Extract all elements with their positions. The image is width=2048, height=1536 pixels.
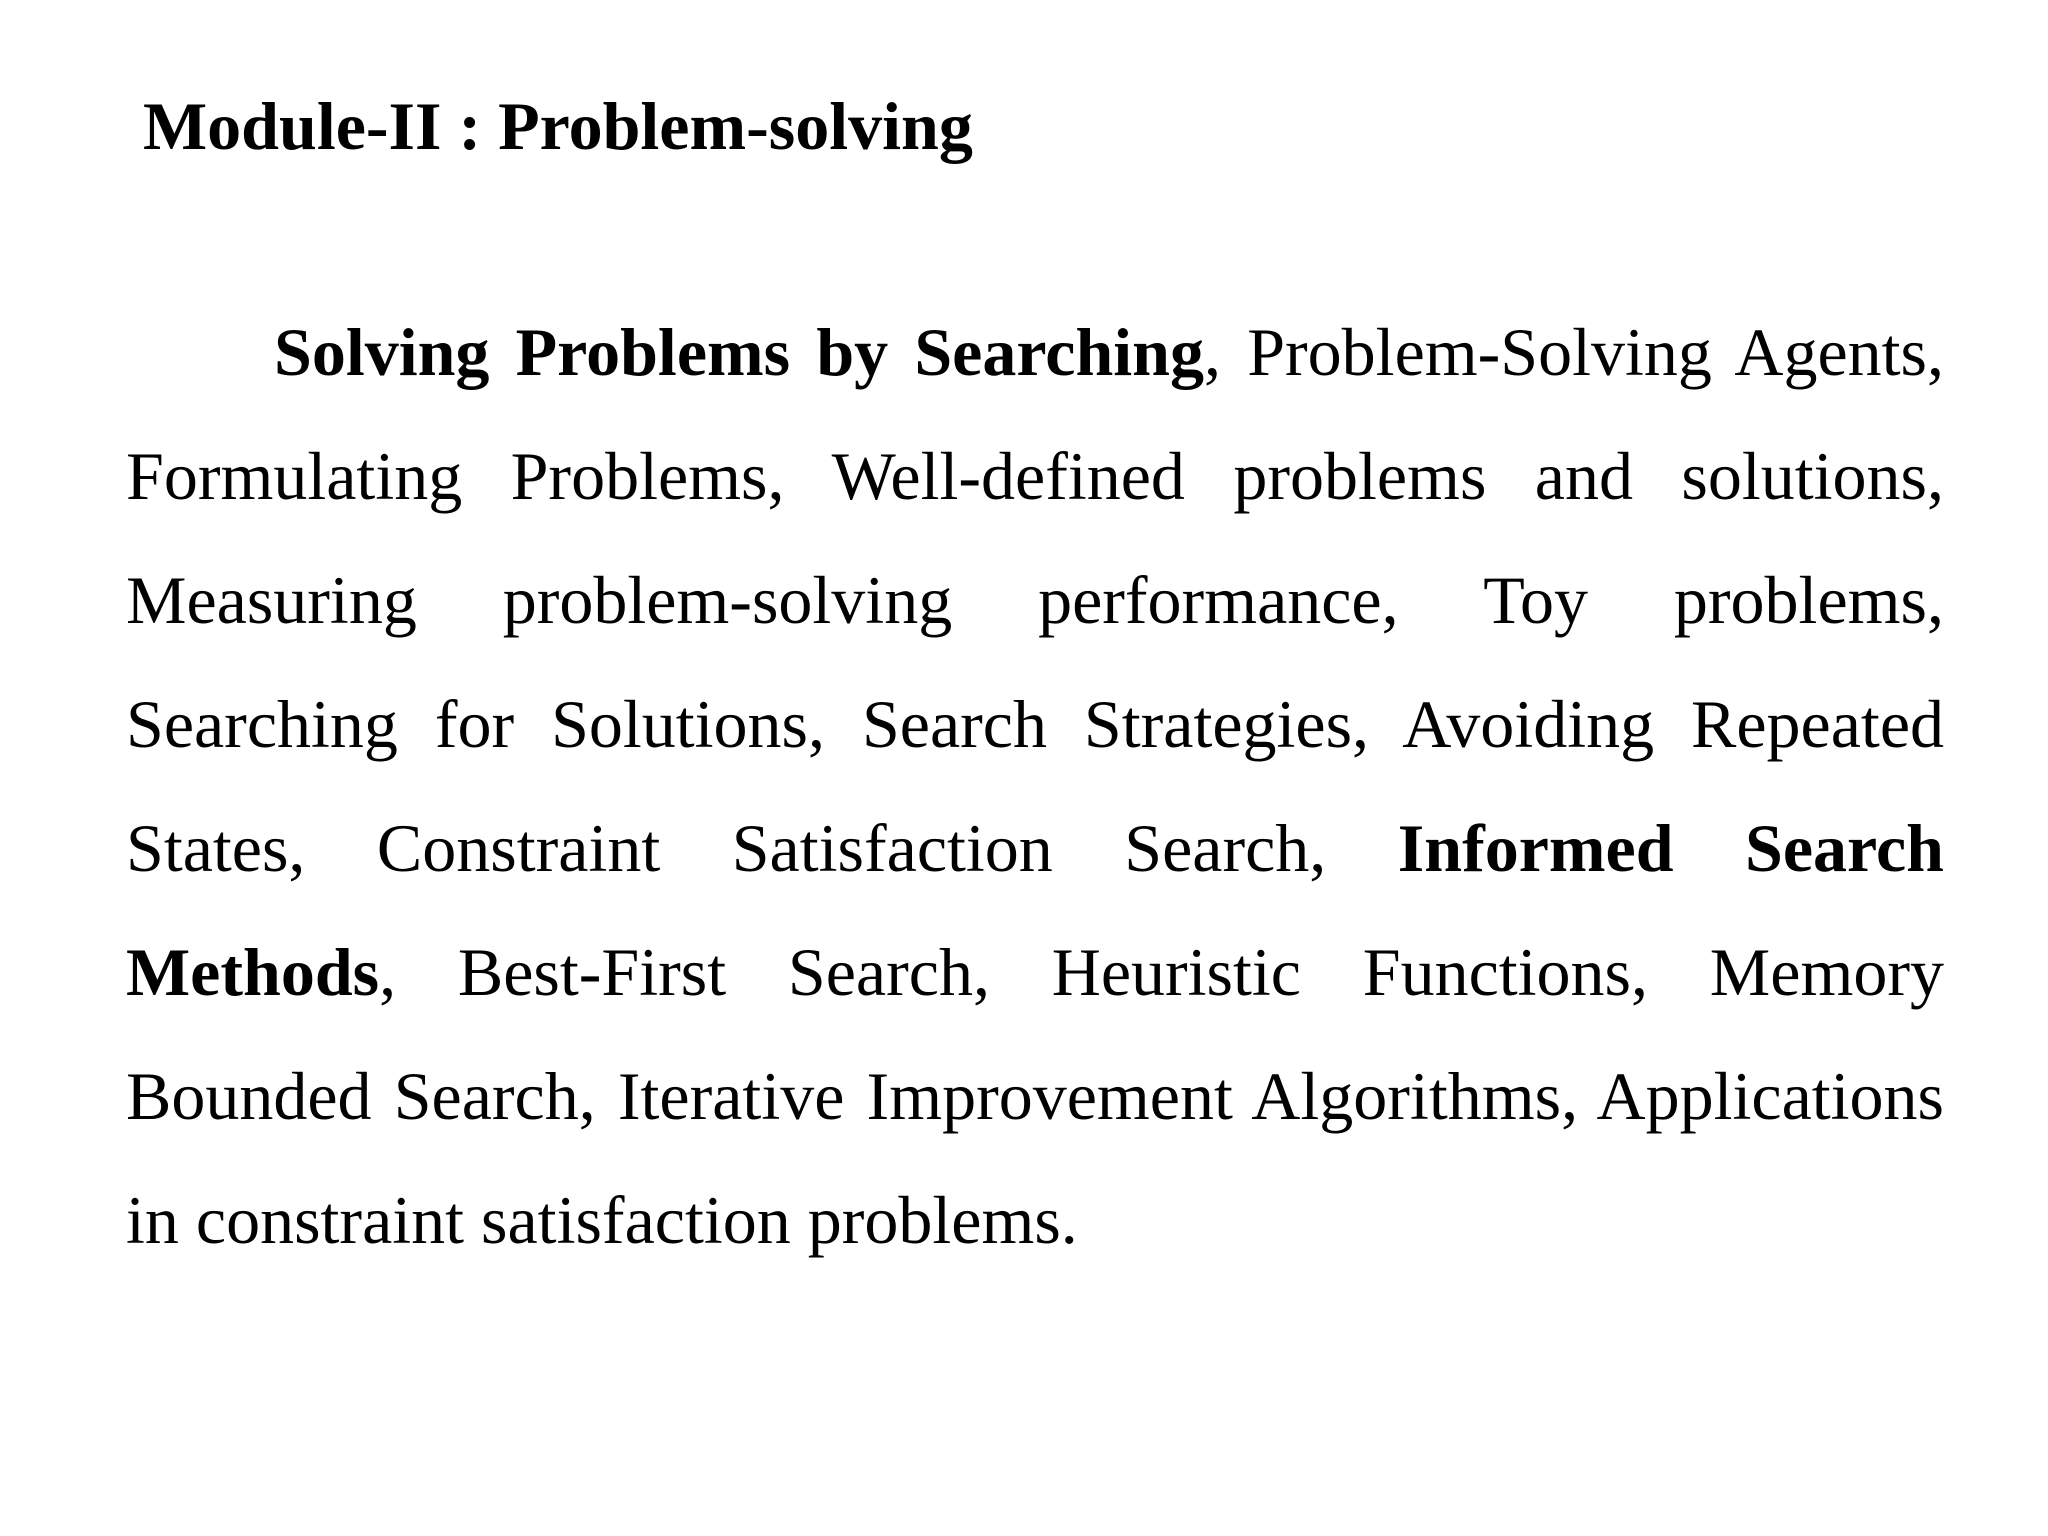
module-description <box>126 290 1944 1282</box>
topic-list-part-2: , Best-First Search, Heuristic Functions, Memory Bounded Search, Iterative Improvement Algorithms, Applications in constraint satisfaction problems. <box>126 934 1944 1258</box>
topic-heading-informed-search: Informed Search Methods <box>126 810 1944 1010</box>
topic-heading-solving-problems: Solving Problems by Searching <box>274 314 1205 390</box>
topic-list-part-1: , Problem-Solving Agents, Formulating Problems, Well-defined problems and solutions, Measuring problem-solving performance, Toy problems, Searching for Solutions, Search Strategies, Avoiding Repeated States, Constraint Satisfaction Search, <box>126 314 1944 886</box>
module-heading: Module-II : Problem-solving <box>143 88 973 164</box>
